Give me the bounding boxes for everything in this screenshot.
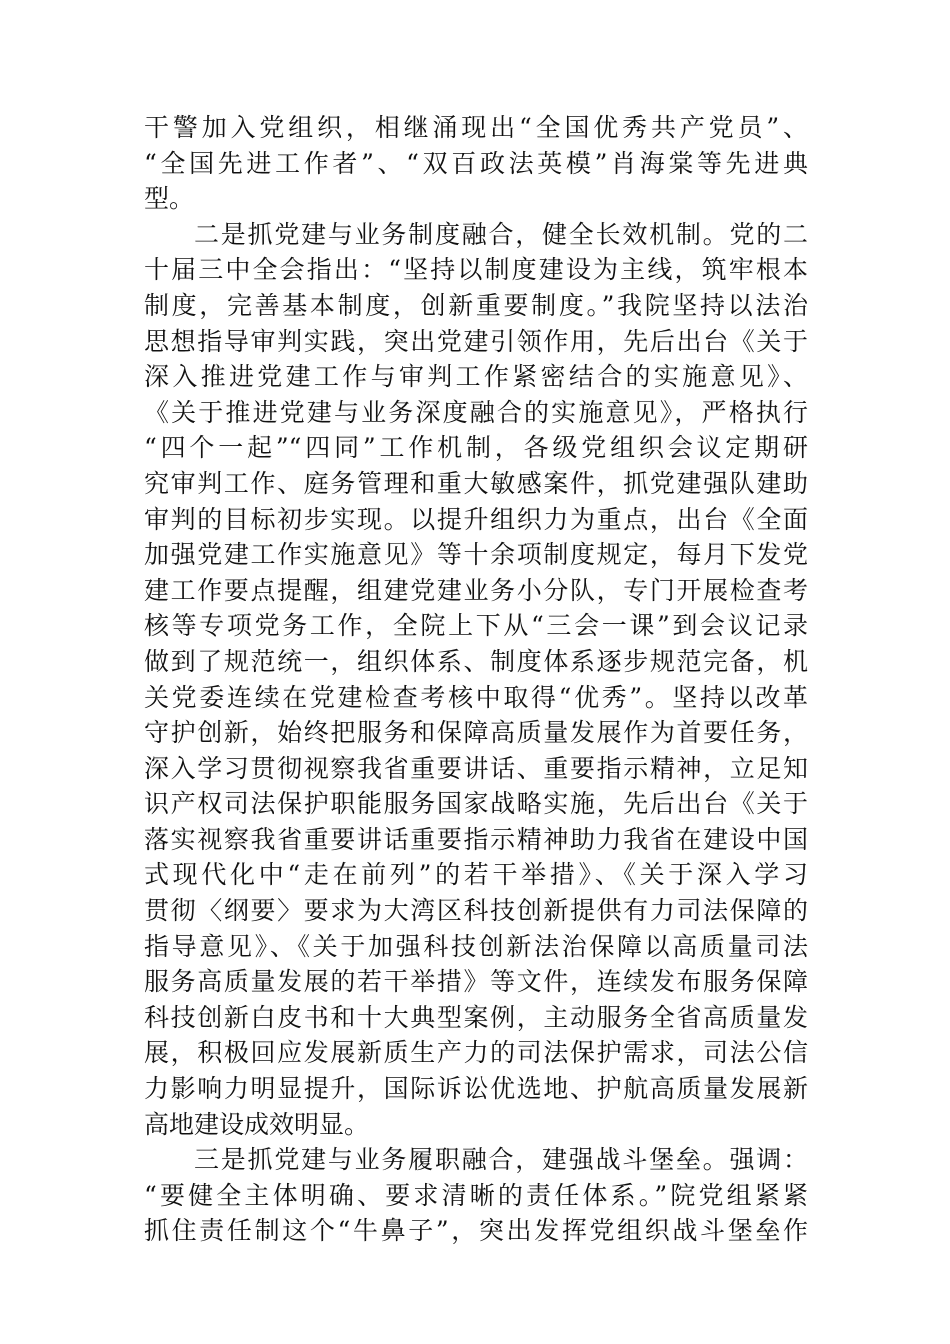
text-line: 深入推进党建工作与审判工作紧密结合的实施意见》、 — [144, 362, 808, 392]
text-line: 建工作要点提醒，组建党建业务小分队，专门开展检查考 — [144, 575, 808, 605]
text-line: 关党委连续在党建检查考核中取得“优秀”。坚持以改革 — [144, 682, 808, 712]
text-line: 落实视察我省重要讲话重要指示精神助力我省在建设中国 — [144, 824, 808, 854]
text-line: 思想指导审判实践，突出党建引领作用，先后出台《关于 — [144, 326, 808, 356]
text-line: 型。 — [144, 184, 195, 214]
paragraph-start-line: 二是抓党建与业务制度融合，健全长效机制。党的二 — [194, 219, 808, 249]
text-line: 抓住责任制这个“牛鼻子”，突出发挥党组织战斗堡垒作 — [144, 1216, 808, 1246]
text-line: 展，积极回应发展新质生产力的司法保护需求，司法公信 — [144, 1038, 808, 1068]
text-line: 究审判工作、庭务管理和重大敏感案件，抓党建强队建助 — [144, 468, 808, 498]
text-line: 审判的目标初步实现。以提升组织力为重点，出台《全面 — [144, 504, 808, 534]
text-line: 科技创新白皮书和十大典型案例，主动服务全省高质量发 — [144, 1002, 808, 1032]
document-body — [144, 110, 808, 1249]
text-line: 十届三中全会指出：“坚持以制度建设为主线，筑牢根本 — [144, 255, 808, 285]
text-line: “全国先进工作者”、“双百政法英模”肖海棠等先进典 — [144, 148, 808, 178]
text-line: 力影响力明显提升，国际诉讼优选地、护航高质量发展新 — [144, 1074, 808, 1104]
text-line: 做到了规范统一，组织体系、制度体系逐步规范完备，机 — [144, 646, 808, 676]
text-line: 深入学习贯彻视察我省重要讲话、重要指示精神，立足知 — [144, 753, 808, 783]
text-line: 《关于推进党建与业务深度融合的实施意见》，严格执行 — [144, 397, 808, 427]
text-line: 贯彻〈纲要〉要求为大湾区科技创新提供有力司法保障的 — [144, 896, 808, 926]
text-line: 高地建设成效明显。 — [144, 1109, 370, 1139]
text-line: 制度，完善基本制度，创新重要制度。”我院坚持以法治 — [144, 290, 808, 320]
text-line: 核等专项党务工作，全院上下从“三会一课”到会议记录 — [144, 611, 808, 641]
text-line: 指导意见》、《关于加强科技创新法治保障以高质量司法 — [144, 931, 808, 961]
text-line: 干警加入党组织，相继涌现出“全国优秀共产党员”、 — [144, 113, 808, 142]
text-line: 识产权司法保护职能服务国家战略实施，先后出台《关于 — [144, 789, 808, 819]
text-line: 服务高质量发展的若干举措》等文件，连续发布服务保障 — [144, 967, 808, 997]
text-line: “四个一起”“四同”工作机制，各级党组织会议定期研 — [144, 433, 808, 463]
text-line: 守护创新，始终把服务和保障高质量发展作为首要任务， — [144, 718, 808, 748]
text-line: “要健全主体明确、要求清晰的责任体系。”院党组紧紧 — [144, 1180, 808, 1210]
paragraph-start-line: 三是抓党建与业务履职融合，建强战斗堡垒。强调： — [194, 1145, 808, 1175]
text-line: 式现代化中“走在前列”的若干举措》、《关于深入学习 — [144, 860, 808, 890]
text-line: 加强党建工作实施意见》等十余项制度规定，每月下发党 — [144, 540, 808, 570]
